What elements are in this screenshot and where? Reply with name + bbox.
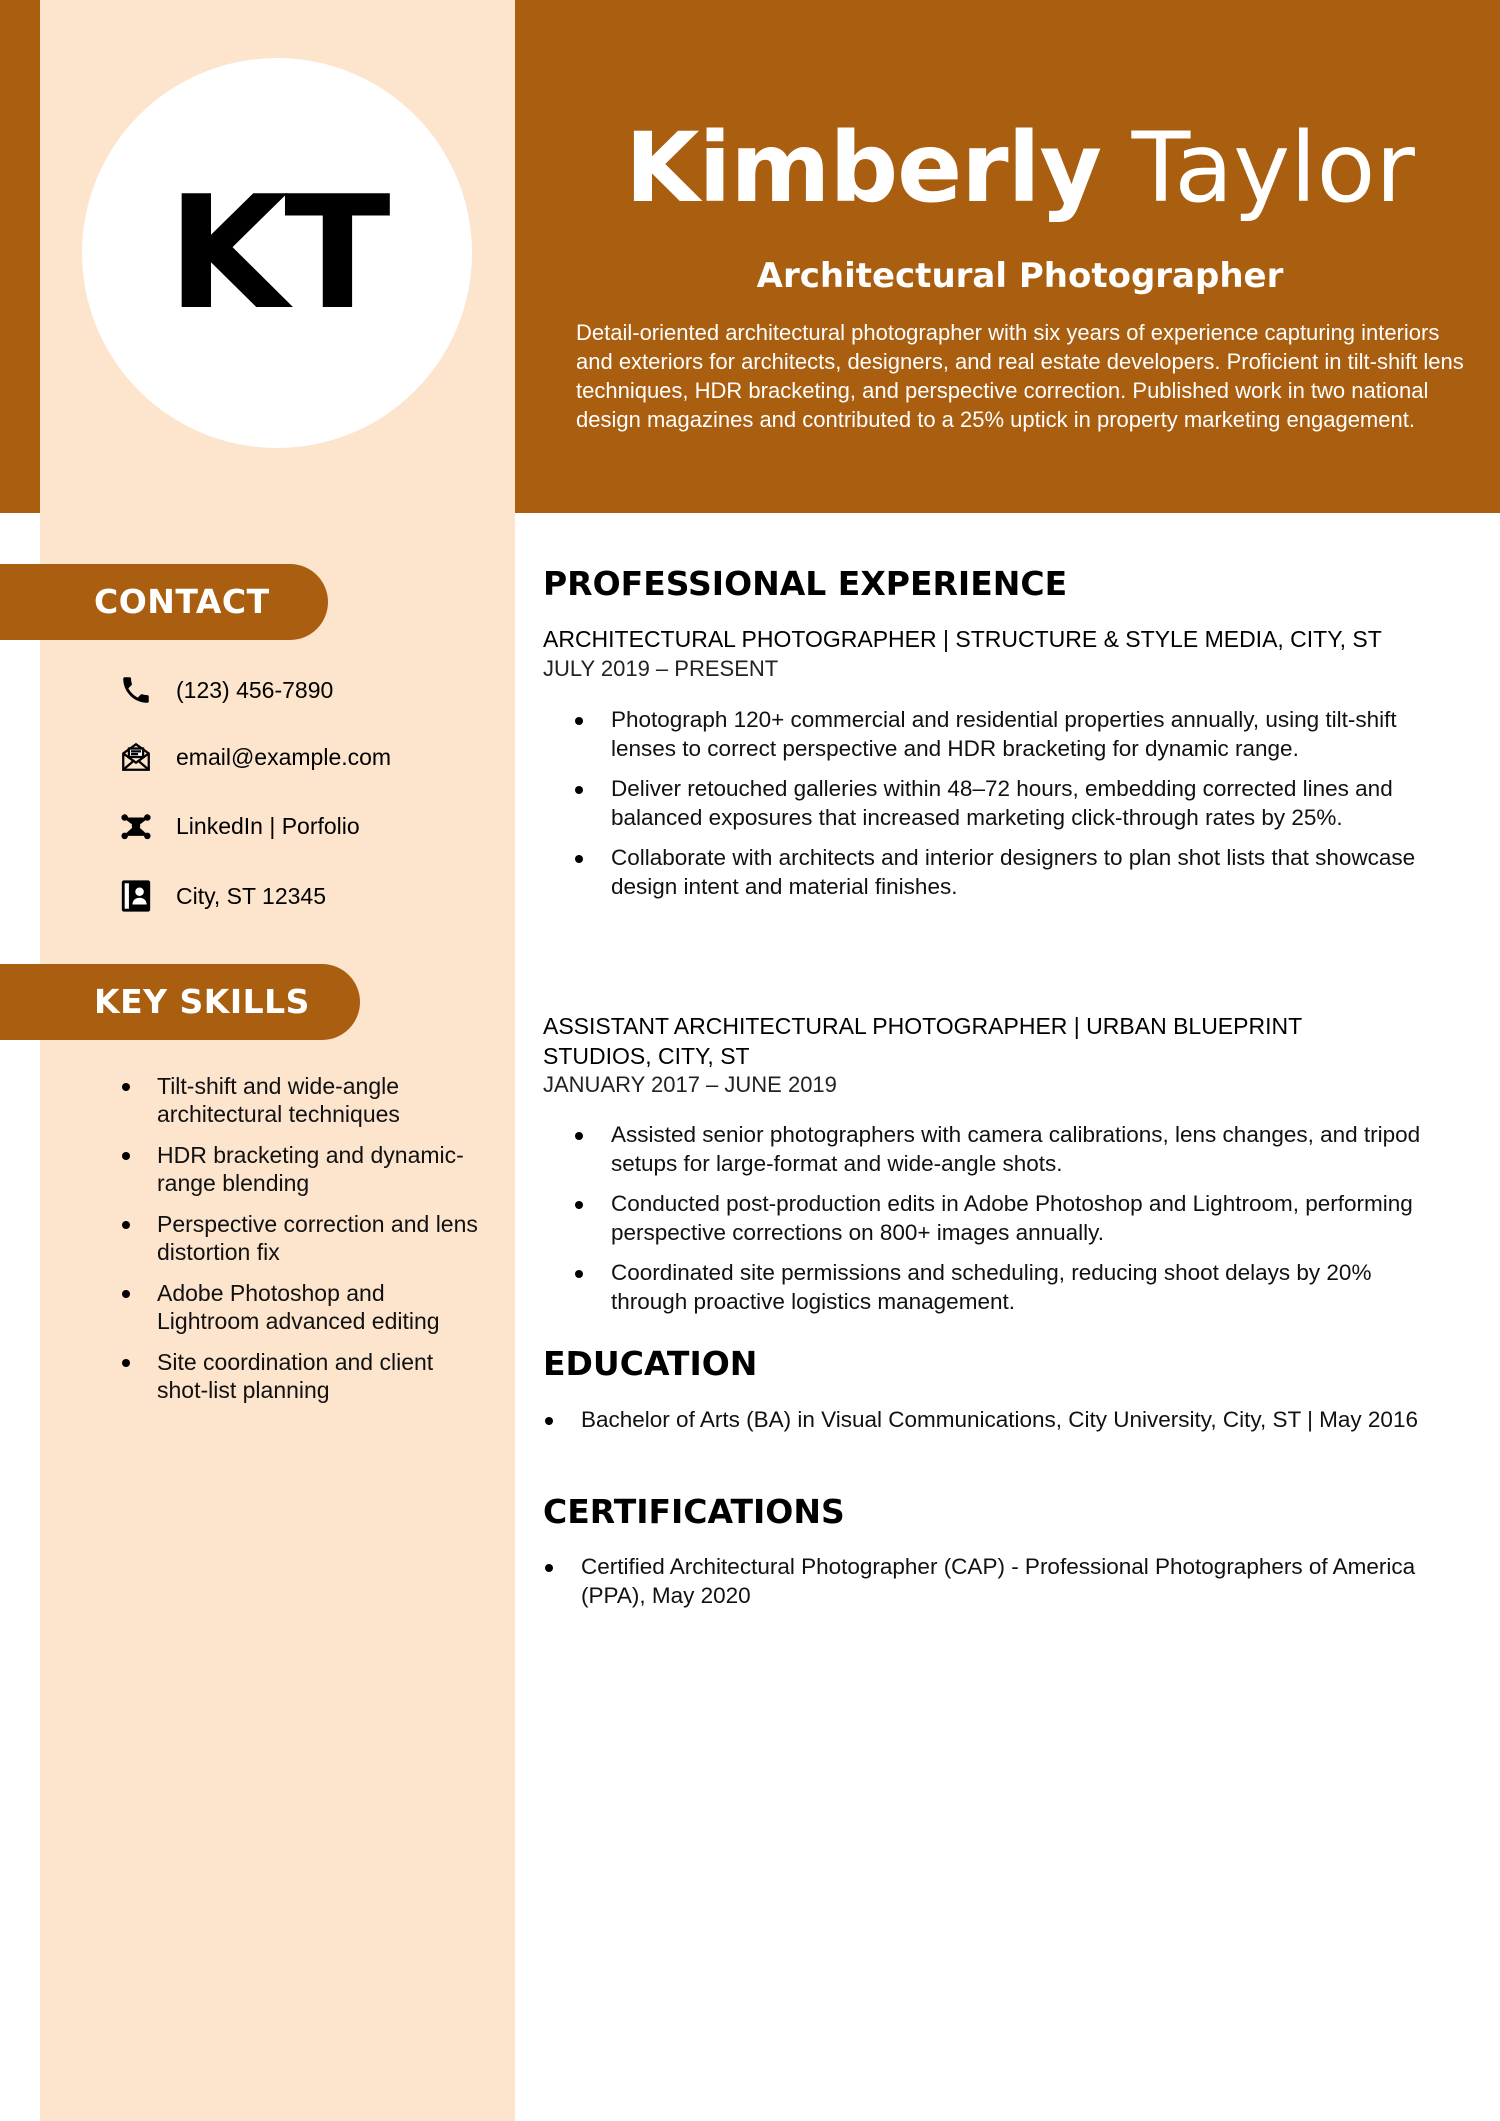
skill-item: HDR bracketing and dynamic-range blending — [120, 1141, 490, 1197]
email-icon — [118, 739, 154, 775]
contact-links[interactable] — [118, 808, 360, 844]
job-bullet: Coordinated site permissions and scheduling, reducing shoot delays by 20% through proactive logistics management. — [573, 1259, 1453, 1316]
skill-item: Adobe Photoshop and Lightroom advanced editing — [120, 1279, 490, 1335]
email-text: email@example.com — [176, 743, 392, 770]
location-text: City, ST 12345 — [176, 882, 327, 909]
monogram-initials: KT — [167, 162, 387, 344]
first-name: Kimberly — [625, 112, 1102, 224]
job-bullet: Deliver retouched galleries within 48–72 hours, embedding corrected lines and balanced exposures that increased marketing click-through rates by 25%. — [573, 775, 1453, 832]
education-item: Bachelor of Arts (BA) in Visual Communications, City University, City, ST | May 2016 — [543, 1406, 1453, 1435]
last-name: Taylor — [1131, 112, 1415, 224]
network-icon — [118, 808, 154, 844]
job-bullets-2 — [573, 1121, 1453, 1328]
job-bullet: Photograph 120+ commercial and residential properties annually, using tilt-shift lenses to correct perspective and HDR bracketing for dynamic range. — [573, 706, 1453, 763]
education-list — [543, 1406, 1453, 1447]
key-skills-heading: KEY SKILLS — [0, 964, 360, 1040]
certification-item: Certified Architectural Photographer (CAP) - Professional Photographers of America (PPA), May 2020 — [543, 1553, 1453, 1610]
job-bullet: Assisted senior photographers with camera calibrations, lens changes, and tripod setups for large-format and wide-angle shots. — [573, 1121, 1453, 1178]
contact-heading: CONTACT — [0, 564, 328, 640]
job-title-2: ASSISTANT ARCHITECTURAL PHOTOGRAPHER | URBAN BLUEPRINT STUDIOS, CITY, ST — [543, 1013, 1302, 1069]
experience-heading: PROFESSIONAL EXPERIENCE — [543, 564, 1068, 603]
contact-location — [118, 878, 326, 914]
skill-item: Site coordination and client shot-list planning — [120, 1348, 490, 1404]
candidate-name — [540, 112, 1500, 224]
profile-summary: Detail-oriented architectural photographer with six years of experience capturing interiors and exteriors for architects, designers, and real estate developers. Proficient in tilt-shift lens techniques, HDR bracketing, and perspective correction. Published work in two national design magazines and contributed to a 25% uptick in property marketing engagement. — [576, 320, 1464, 432]
links-text: LinkedIn | Porfolio — [176, 812, 360, 839]
job-title: Architectural Photographer — [756, 256, 1284, 296]
monogram-circle — [82, 58, 472, 448]
phone-icon — [118, 672, 154, 708]
job-bullet: Collaborate with architects and interior designers to plan shot lists that showcase design intent and material finishes. — [573, 844, 1453, 901]
phone-text: (123) 456-7890 — [176, 676, 334, 703]
certifications-list — [543, 1553, 1453, 1622]
skill-item: Tilt-shift and wide-angle architectural techniques — [120, 1072, 490, 1128]
contact-card-icon — [118, 878, 154, 914]
job-dates-2: JANUARY 2017 – JUNE 2019 — [543, 1072, 837, 1097]
job-title-1: ARCHITECTURAL PHOTOGRAPHER | STRUCTURE & STYLE MEDIA, CITY, ST — [543, 626, 1382, 652]
contact-email[interactable] — [118, 739, 391, 775]
education-heading: EDUCATION — [543, 1344, 758, 1383]
skill-item: Perspective correction and lens distortion fix — [120, 1210, 490, 1266]
contact-phone[interactable] — [118, 672, 333, 708]
certifications-heading: CERTIFICATIONS — [543, 1492, 845, 1531]
job-bullets-1 — [573, 706, 1453, 913]
job-dates-1: JULY 2019 – PRESENT — [543, 656, 779, 681]
skills-list — [120, 1072, 490, 1417]
job-bullet: Conducted post-production edits in Adobe Photoshop and Lightroom, performing perspective corrections on 800+ images annually. — [573, 1190, 1453, 1247]
